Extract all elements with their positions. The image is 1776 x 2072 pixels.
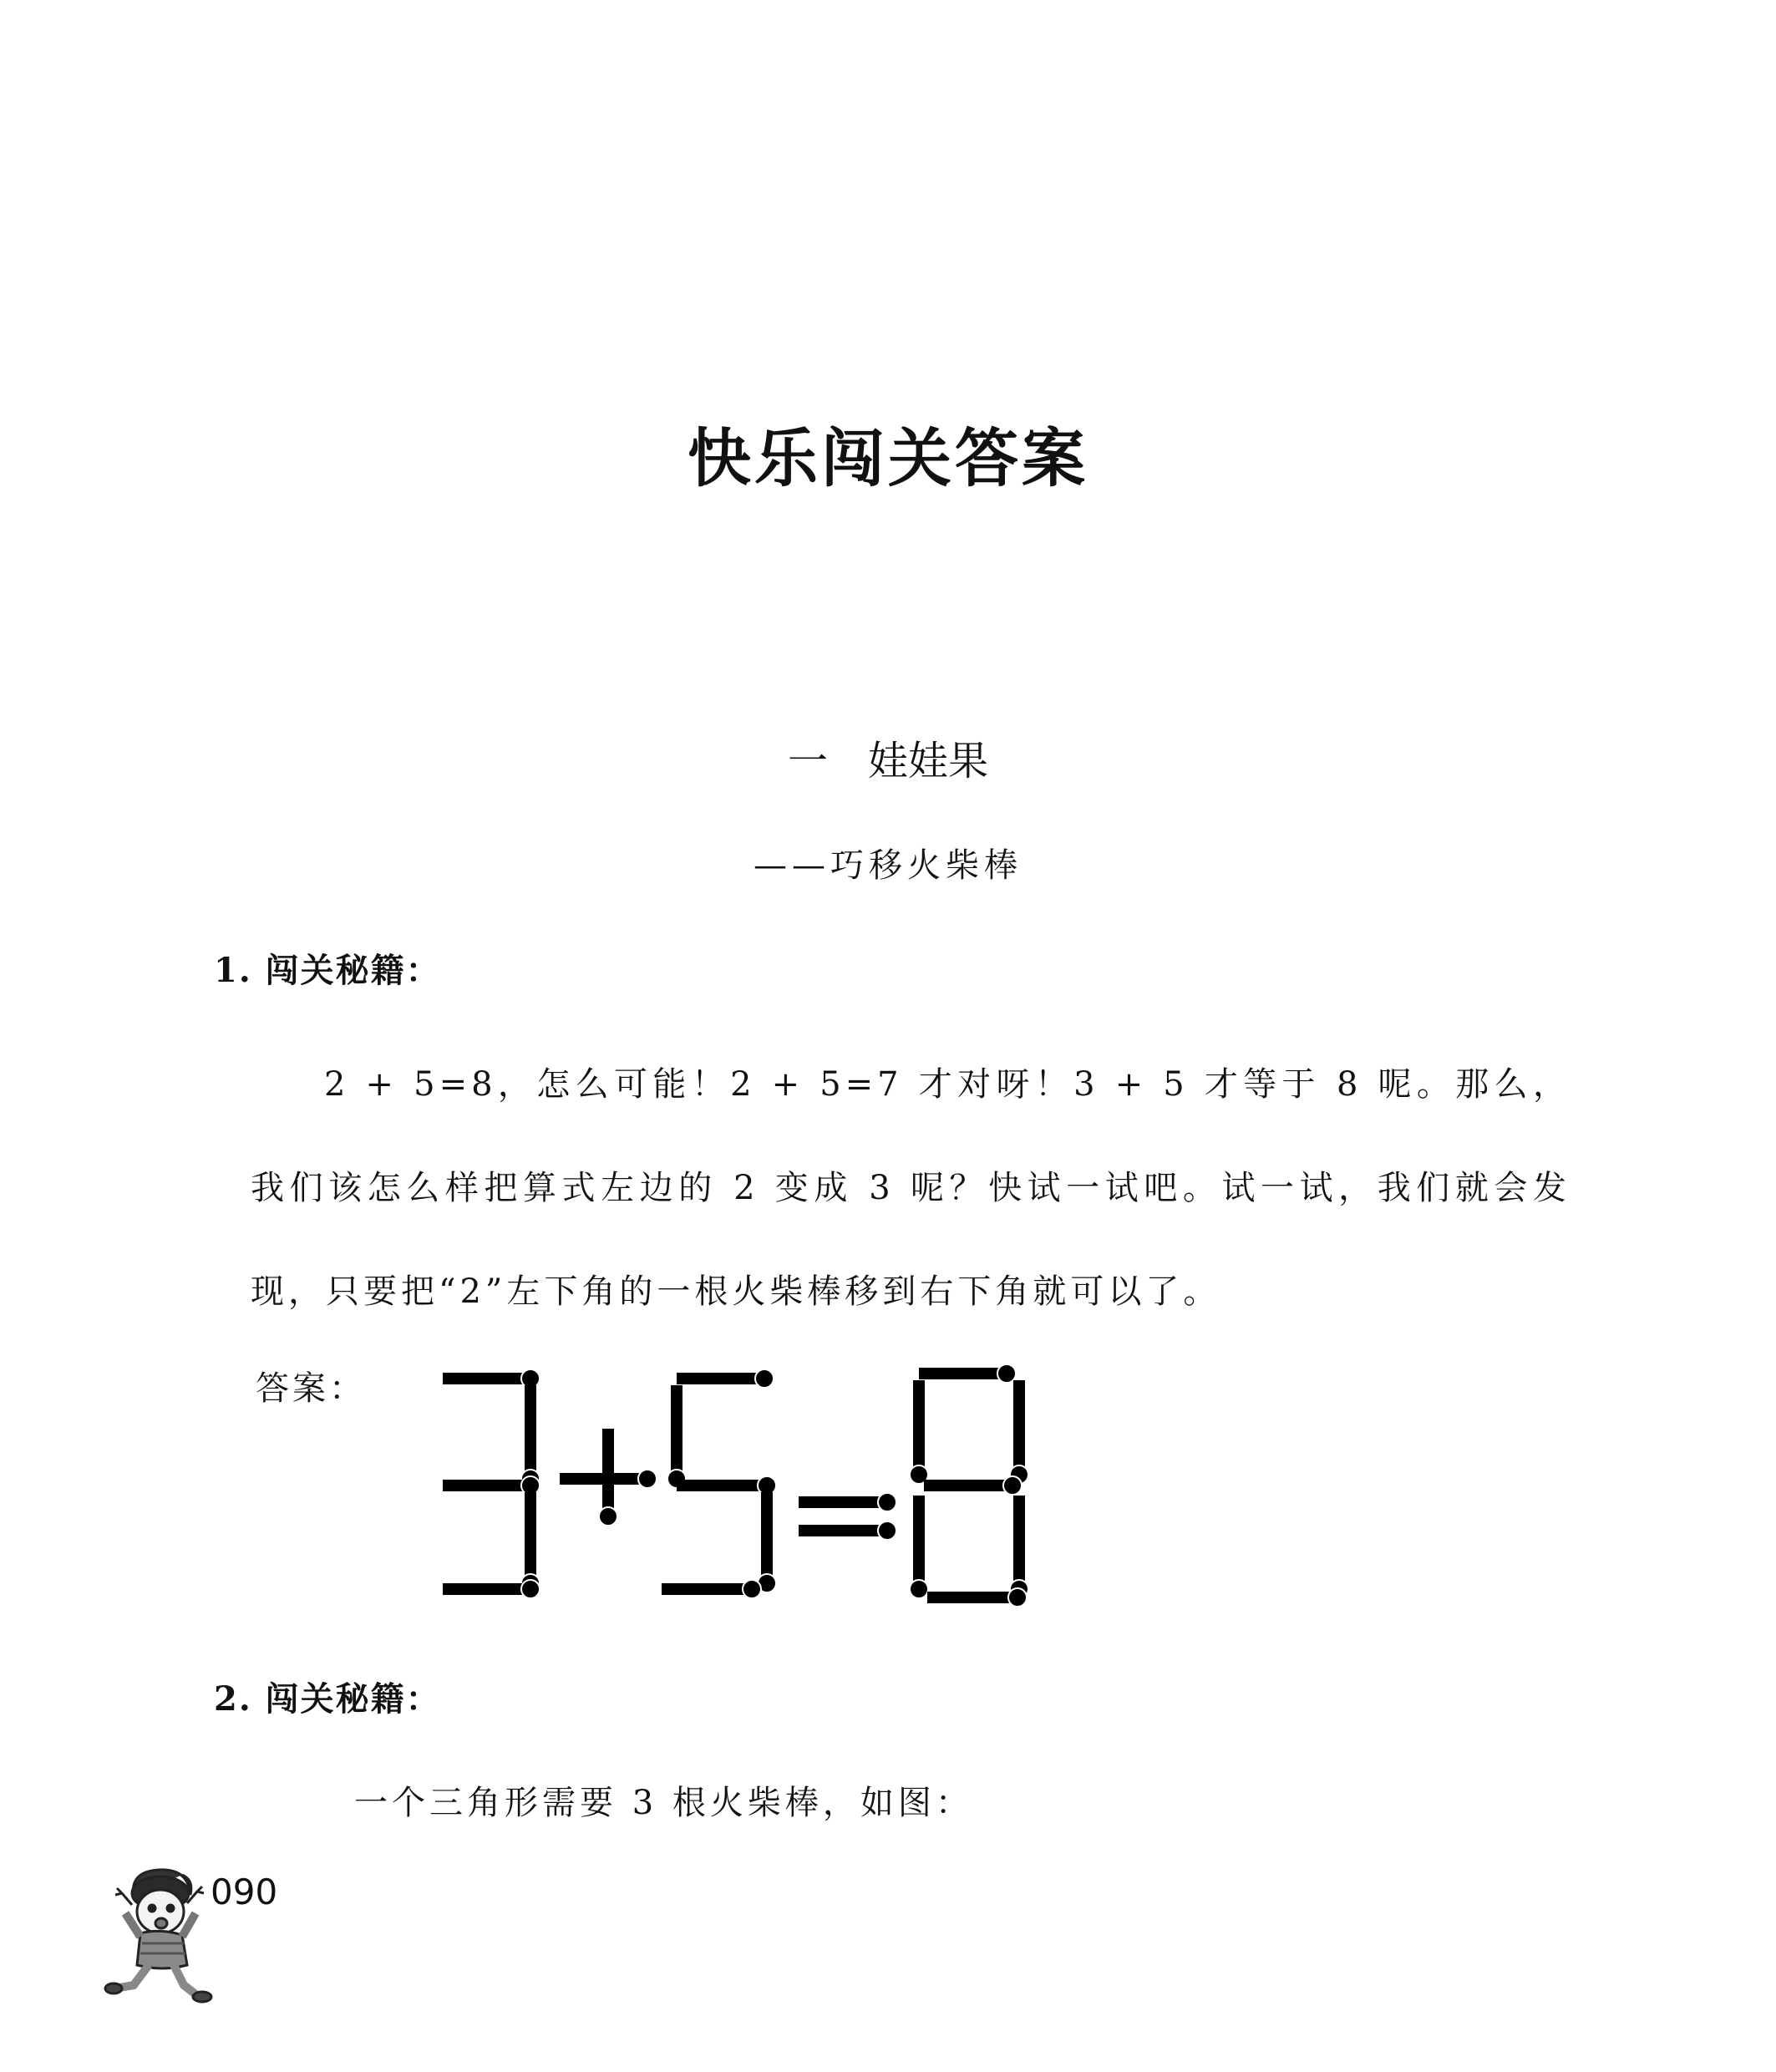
digit-8-lower-left-stick — [910, 1496, 928, 1598]
matchstick-equation-figure — [418, 1345, 1053, 1621]
digit-3-lower-right-stick — [521, 1492, 540, 1592]
answer-label: 答案： — [256, 1369, 366, 1408]
digit-5-upper-left-stick — [667, 1385, 686, 1488]
equals-bottom-stick — [799, 1521, 896, 1540]
digit-8-middle-stick — [924, 1476, 1022, 1495]
digit-8-top-stick — [919, 1364, 1016, 1383]
matchstick-equation — [443, 1364, 1028, 1607]
page-number: 090 — [211, 1871, 278, 1912]
digit-3-middle-stick — [443, 1476, 540, 1495]
cartoon-boy-running-icon — [100, 1863, 226, 2005]
equals-top-stick — [799, 1493, 896, 1511]
digit-5-lower-right-stick — [758, 1492, 776, 1592]
page-title: 快乐闯关答案 — [688, 421, 1088, 495]
digit-5-bottom-stick — [662, 1580, 761, 1598]
digit-8-upper-right-stick — [1010, 1380, 1028, 1484]
section-subtitle: ——巧移火柴棒 — [754, 846, 1022, 885]
digit-8-upper-left-stick — [910, 1380, 928, 1484]
digit-5-top-stick — [677, 1369, 774, 1388]
digit-3-top-stick — [443, 1369, 540, 1388]
item1-heading: 1. 闯关秘籍： — [214, 951, 441, 990]
digit-8-bottom-stick — [927, 1588, 1027, 1607]
digit-8-lower-right-stick — [1010, 1496, 1028, 1598]
digit-5-middle-stick — [677, 1476, 776, 1495]
item2-heading: 2. 闯关秘籍： — [214, 1679, 441, 1719]
digit-3-bottom-stick — [443, 1580, 540, 1598]
digit-3-upper-right-stick — [521, 1385, 540, 1488]
item1-paragraph: 2 + 5=8，怎么可能！2 + 5=7 才对呀！3 + 5 才等于 8 呢。那么，我们该怎么样把算式左边的 2 变成 3 呢？快试一试吧。试一试，我们就会发现，只要把“2”左下角的一根火柴棒移到右下角就可以了。 — [251, 1065, 1570, 1311]
section-heading: 一 娃娃果 — [787, 738, 988, 785]
item2-paragraph: 一个三角形需要 3 根火柴棒，如图： — [354, 1784, 973, 1822]
